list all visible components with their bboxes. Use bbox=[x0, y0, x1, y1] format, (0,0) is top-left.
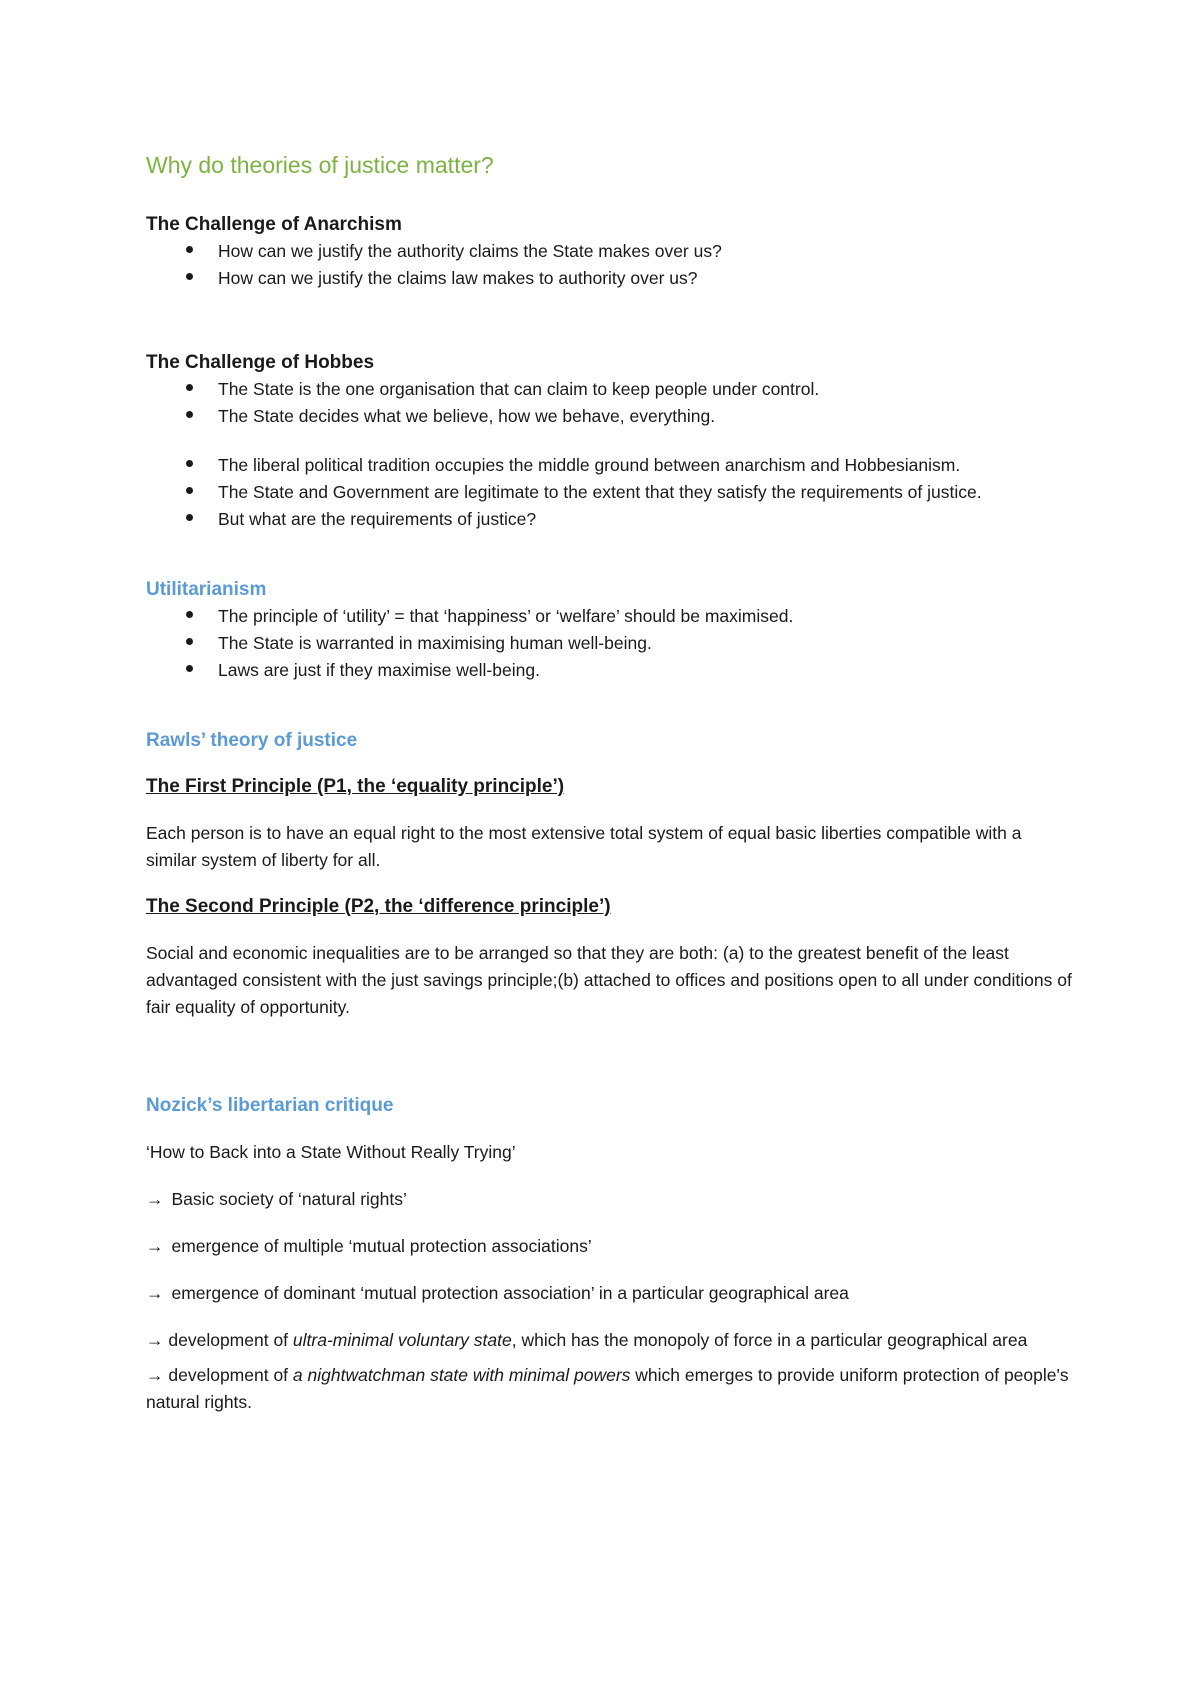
nozick-step-4 bbox=[146, 1327, 1076, 1354]
step-text: emergence of multiple ‘mutual protection associations’ bbox=[171, 1236, 592, 1256]
arrow-icon: → bbox=[146, 1283, 164, 1303]
page-title: Why do theories of justice matter? bbox=[146, 152, 494, 178]
step-text: development of bbox=[168, 1330, 293, 1350]
nozick-heading: Nozick’s libertarian critique bbox=[146, 1095, 394, 1116]
list-item: The principle of ‘utility’ = that ‘happiness’ or ‘welfare’ should be maximised. bbox=[146, 603, 1076, 630]
step-emphasis: ultra-minimal voluntary state bbox=[292, 1330, 512, 1350]
liberal-tradition-list bbox=[146, 452, 1076, 533]
arrow-icon: → bbox=[146, 1236, 164, 1256]
step-text: Basic society of ‘natural rights’ bbox=[171, 1189, 407, 1209]
first-principle-text: Each person is to have an equal right to the most extensive total system of equal basic liberties compatible with a similar system of liberty for all. bbox=[146, 823, 1022, 870]
list-item: The State is the one organisation that can claim to keep people under control. bbox=[146, 376, 1076, 403]
hobbes-list bbox=[146, 376, 1076, 430]
list-item: But what are the requirements of justice? bbox=[146, 506, 1076, 533]
list-item: The State is warranted in maximising human well-being. bbox=[146, 630, 1076, 657]
nozick-step-5 bbox=[146, 1362, 1076, 1416]
utilitarianism-heading: Utilitarianism bbox=[146, 579, 267, 600]
arrow-icon: → bbox=[146, 1365, 164, 1385]
utilitarianism-list bbox=[146, 603, 1076, 684]
step-text: , which has the monopoly of force in a particular geographical area bbox=[511, 1330, 1028, 1350]
step-text: emergence of dominant ‘mutual protection association’ in a particular geographical area bbox=[171, 1283, 849, 1303]
nozick-quote: ‘How to Back into a State Without Really Trying’ bbox=[146, 1142, 516, 1162]
step-text: which emerges to provide uniform protection of people's natural rights. bbox=[146, 1365, 1069, 1412]
nozick-step-1 bbox=[146, 1186, 1076, 1213]
list-item: The State decides what we believe, how we behave, everything. bbox=[146, 403, 1076, 430]
step-text: development of bbox=[168, 1365, 293, 1385]
arrow-icon: → bbox=[146, 1330, 164, 1350]
list-item: How can we justify the authority claims the State makes over us? bbox=[146, 238, 1076, 265]
list-item: The State and Government are legitimate to the extent that they satisfy the requirements of justice. bbox=[146, 479, 1076, 506]
second-principle-heading: The Second Principle (P2, the ‘difference principle’) bbox=[146, 896, 611, 917]
list-item: How can we justify the claims law makes to authority over us? bbox=[146, 265, 1076, 292]
rawls-heading: Rawls’ theory of justice bbox=[146, 730, 358, 751]
anarchism-heading: The Challenge of Anarchism bbox=[146, 214, 402, 235]
document-page bbox=[146, 148, 1076, 1416]
nozick-step-2 bbox=[146, 1233, 1076, 1260]
hobbes-heading: The Challenge of Hobbes bbox=[146, 352, 375, 373]
nozick-step-3 bbox=[146, 1280, 1076, 1307]
arrow-icon: → bbox=[146, 1189, 164, 1209]
step-emphasis: a nightwatchman state with minimal powers bbox=[292, 1365, 631, 1385]
list-item: The liberal political tradition occupies the middle ground between anarchism and Hobbesianism. bbox=[146, 452, 1076, 479]
anarchism-list bbox=[146, 238, 1076, 292]
first-principle-heading: The First Principle (P1, the ‘equality principle’) bbox=[146, 776, 565, 797]
list-item: Laws are just if they maximise well-being. bbox=[146, 657, 1076, 684]
second-principle-text: Social and economic inequalities are to be arranged so that they are both: (a) to the greatest benefit of the least advantaged consistent with the just savings principle;(b) attached to offices and positions open to all under conditions of fair equality of opportunity. bbox=[146, 943, 1072, 1017]
